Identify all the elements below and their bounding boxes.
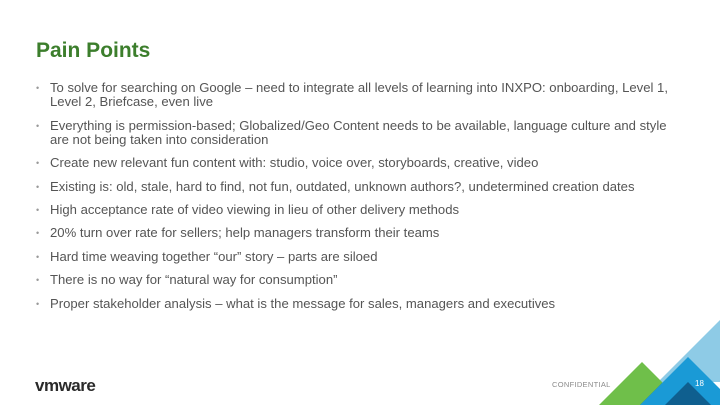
corner-triangles-graphic bbox=[590, 320, 720, 405]
bullet-item bbox=[36, 250, 686, 264]
bullet-dot-icon: • bbox=[36, 204, 40, 215]
confidential-label: CONFIDENTIAL bbox=[552, 380, 611, 389]
bullet-item bbox=[36, 180, 686, 194]
page-number: 18 bbox=[695, 379, 704, 388]
bullet-item bbox=[36, 203, 686, 217]
bullet-item bbox=[36, 273, 686, 287]
bullet-text: Existing is: old, stale, hard to find, not fun, outdated, unknown authors?, undetermined creation dates bbox=[50, 178, 635, 194]
bullet-dot-icon: • bbox=[36, 158, 40, 169]
bullet-item bbox=[36, 156, 686, 170]
bullet-item bbox=[36, 226, 686, 240]
bullet-text: 20% turn over rate for sellers; help managers transform their teams bbox=[50, 225, 440, 241]
bullet-text: Hard time weaving together “our” story – parts are siloed bbox=[50, 248, 378, 264]
bullet-item bbox=[36, 81, 686, 109]
bullet-item bbox=[36, 119, 686, 147]
vmware-logo: vmware bbox=[35, 376, 96, 395]
bullet-dot-icon: • bbox=[36, 275, 40, 286]
bullet-dot-icon: • bbox=[36, 298, 40, 309]
bullet-dot-icon: • bbox=[36, 181, 40, 192]
slide-title: Pain Points bbox=[36, 39, 151, 62]
bullet-text: Create new relevant fun content with: studio, voice over, storyboards, creative, video bbox=[50, 155, 539, 171]
bullet-text: Everything is permission-based; Globalized/Geo Content needs to be available, language culture and style are not being taken into consideration bbox=[50, 117, 667, 147]
bullet-list bbox=[36, 81, 686, 320]
bullet-dot-icon: • bbox=[36, 251, 40, 262]
bullet-dot-icon: • bbox=[36, 83, 40, 93]
bullet-item bbox=[36, 297, 686, 311]
bullet-text: There is no way for “natural way for consumption” bbox=[50, 272, 338, 288]
bullet-text: High acceptance rate of video viewing in lieu of other delivery methods bbox=[50, 201, 460, 217]
bullet-dot-icon: • bbox=[36, 228, 40, 239]
bullet-dot-icon: • bbox=[36, 120, 40, 131]
bullet-text: To solve for searching on Google – need to integrate all levels of learning into INXPO: onboarding, Level 1, Level 2, Briefcase, even live bbox=[50, 80, 668, 110]
bullet-text: Proper stakeholder analysis – what is the message for sales, managers and executives bbox=[50, 295, 556, 311]
